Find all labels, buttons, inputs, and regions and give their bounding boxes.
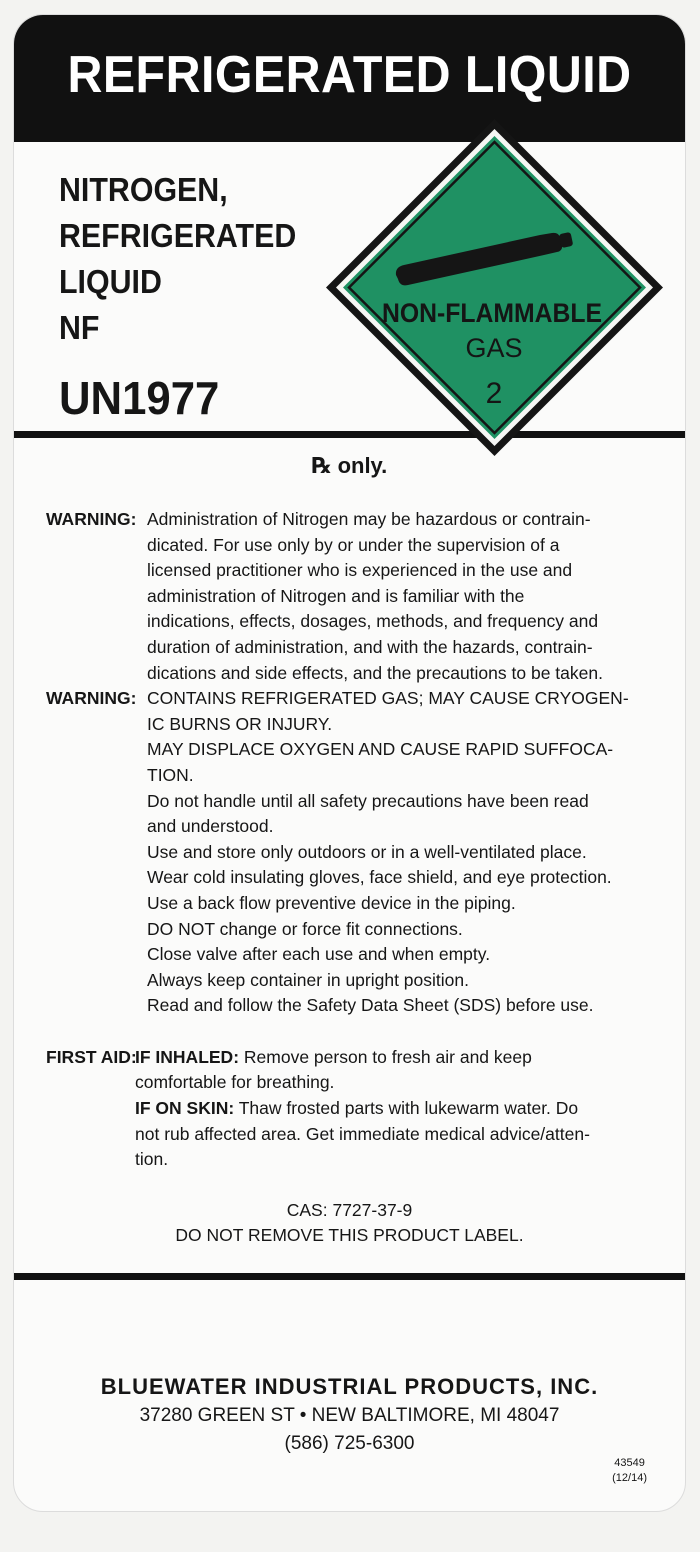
warning-refrigerated <box>46 686 666 1019</box>
warning-line: TION. <box>147 764 194 785</box>
product-name <box>59 167 296 351</box>
company-address: 37280 GREEN ST • NEW BALTIMORE, MI 48047 <box>139 1405 560 1426</box>
if-inhaled-text: Remove person to fresh air and keep <box>243 1046 532 1067</box>
warning-line: licensed practitioner who is experienced in the use and <box>147 560 573 581</box>
warning-line: indications, effects, dosages, methods, and frequency and <box>147 611 599 632</box>
warning-line: administration of Nitrogen and is familiar with the <box>147 585 525 606</box>
warning-line: Use and store only outdoors or in a well-ventilated place. <box>147 841 587 862</box>
warning-line: CONTAINS REFRIGERATED GAS; MAY CAUSE CRYOGEN- <box>147 688 629 709</box>
company-name: BLUEWATER INDUSTRIAL PRODUCTS, INC. <box>100 1374 599 1399</box>
hazard-placard <box>322 115 667 460</box>
warning-line: Administration of Nitrogen may be hazardous or contrain- <box>147 509 591 529</box>
label-code-date: (12/14) <box>612 1472 647 1484</box>
un-number: UN1977 <box>59 372 220 424</box>
if-inhaled-text: comfortable for breathing. <box>135 1072 335 1093</box>
label-code-number: 43549 <box>614 1457 645 1469</box>
warning-line: duration of administration, and with the hazards, contrain- <box>147 636 593 657</box>
warning-line: dicated. For use only by or under the supervision of a <box>147 534 560 555</box>
warning-line: Do not handle until all safety precautions have been read <box>147 790 589 811</box>
warning-line: Always keep container in upright position. <box>147 969 469 990</box>
rx-symbol: ℞ <box>311 453 332 478</box>
if-on-skin-text: not rub affected area. Get immediate medical advice/atten- <box>135 1123 590 1144</box>
placard-class-number: 2 <box>485 377 503 410</box>
product-name-line: NF <box>59 309 100 346</box>
warning-label: WARNING: <box>46 688 137 709</box>
warning-label: WARNING: <box>46 509 137 529</box>
if-on-skin-text: tion. <box>135 1149 169 1170</box>
warning-line: MAY DISPLACE OXYGEN AND CAUSE RAPID SUFFOCA- <box>147 739 614 760</box>
warnings-block <box>46 507 666 1173</box>
company-block <box>14 1372 685 1458</box>
divider-bottom <box>14 1273 685 1280</box>
label-title: REFRIGERATED LIQUID <box>67 46 632 104</box>
do-not-remove-notice: DO NOT REMOVE THIS PRODUCT LABEL. <box>175 1225 524 1245</box>
warning-administration <box>46 507 666 686</box>
warning-line: IC BURNS OR INJURY. <box>147 713 333 734</box>
warning-line: and understood. <box>147 816 274 837</box>
label-code <box>612 1456 647 1486</box>
cas-block <box>14 1198 685 1248</box>
warning-line: Read and follow the Safety Data Sheet (SDS) before use. <box>147 995 594 1016</box>
warning-line: Close valve after each use and when empty. <box>147 944 491 965</box>
warning-line: Wear cold insulating gloves, face shield, and eye protection. <box>147 867 612 888</box>
warning-line: dications and side effects, and the precautions to be taken. <box>147 662 603 683</box>
first-aid-section <box>46 1045 666 1173</box>
first-aid-label: FIRST AID: <box>46 1046 137 1067</box>
if-on-skin-text: Thaw frosted parts with lukewarm water. Do <box>238 1098 579 1119</box>
warning-line: DO NOT change or force fit connections. <box>147 918 463 939</box>
if-inhaled-label: IF INHALED: <box>135 1046 240 1067</box>
warning-line: Use a back flow preventive device in the piping. <box>147 892 516 913</box>
product-name-line: LIQUID <box>59 263 162 300</box>
placard-text-line2: GAS <box>465 333 523 363</box>
company-phone: (586) 725-6300 <box>284 1433 415 1454</box>
if-on-skin-label: IF ON SKIN: <box>135 1098 235 1119</box>
rx-only <box>14 453 685 479</box>
product-name-line: REFRIGERATED <box>59 217 297 254</box>
product-name-line: NITROGEN, <box>59 171 228 208</box>
cas-number: CAS: 7727-37-9 <box>286 1200 413 1220</box>
placard-text-line1: NON-FLAMMABLE <box>382 298 602 328</box>
rx-text: only. <box>337 453 388 478</box>
product-label <box>13 14 686 1512</box>
